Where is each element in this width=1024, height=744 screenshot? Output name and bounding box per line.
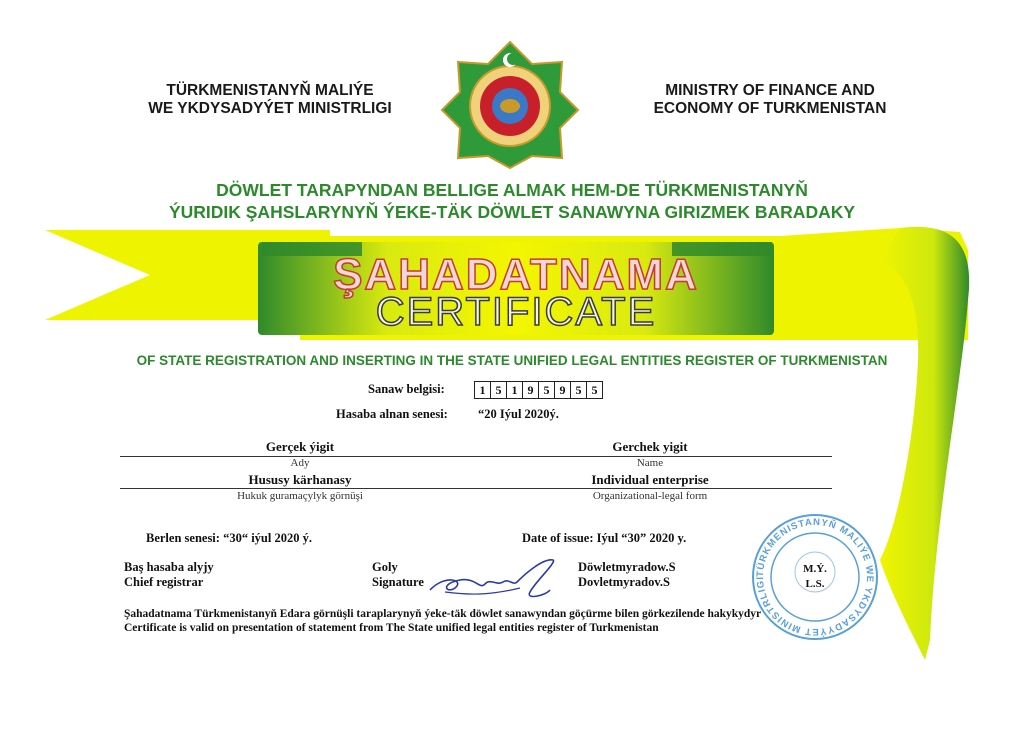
- digit: 1: [507, 382, 523, 398]
- validity-note-tk: Şahadatnama Türkmenistanyň Edara görnüşli taraplarynyň ýeke-täk döwlet sanawyndan göçürme bilen görkezilende hakykydyr: [124, 608, 762, 620]
- validity-note-en: Certificate is valid on presentation of statement from The State unified legal entities register of Turkmenistan: [124, 622, 659, 634]
- ministry-name-tk-line1: TÜRKMENISTANYŇ MALIÝE: [166, 82, 374, 99]
- ministry-name-tk-line2: WE YKDYSADYÝET MINISTRLIGI: [148, 100, 392, 117]
- signature-label-tk: Goly: [372, 560, 398, 574]
- registration-number: [474, 381, 603, 399]
- registrar-name-en: Dovletmyradov.S: [578, 575, 671, 589]
- ministry-name-en-line1: MINISTRY OF FINANCE AND: [665, 82, 875, 99]
- legal-form-tk: Hususy kärhanasy: [248, 472, 352, 487]
- stamp-center-tk: M.Ý.: [803, 563, 827, 575]
- name-label-en: Name: [636, 457, 664, 469]
- ministry-name-en: [620, 82, 920, 118]
- digit: 5: [539, 382, 555, 398]
- ministry-name-en-line2: ECONOMY OF TURKMENISTAN: [653, 100, 887, 117]
- entity-name-tk: Gerçek ýigit: [265, 439, 335, 454]
- digit: 9: [555, 382, 571, 398]
- stamp-center-en: L.S.: [805, 578, 825, 590]
- chief-registrar-tk: Baş hasaba alyjy: [124, 560, 214, 574]
- digit: 5: [571, 382, 587, 398]
- handwritten-signature: [425, 552, 575, 602]
- signature-label-en: Signature: [372, 575, 424, 589]
- digit: 5: [491, 382, 507, 398]
- title-line-2: ÝURIDIK ŞAHSLARYNYŇ ÝEKE-TÄK DÖWLET SANAWYNA GIRIZMEK BARADAKY: [168, 202, 856, 222]
- digit: 9: [523, 382, 539, 398]
- name-label-tk: Ady: [290, 457, 310, 469]
- chief-registrar-en: Chief registrar: [124, 575, 204, 589]
- digit: 5: [591, 383, 598, 397]
- legal-form-label-tk: Hukuk guramaçylyk görnüşi: [237, 490, 363, 502]
- banner-title-tk: ŞAHADATNAMA: [333, 250, 699, 299]
- state-emblem-icon: [440, 40, 580, 170]
- registrar-name-tk: Döwletmyradow.S: [578, 560, 676, 574]
- form-underline: [120, 488, 832, 489]
- registration-date-value: “20 Iýul 2020ý.: [478, 407, 559, 421]
- registration-date-label: Hasaba alnan senesi:: [336, 407, 448, 421]
- stamp-ring-text: TÜRKMENISTANYŇ MALIÝE WE YKDYSADYÝET MINISTRLIGI: [754, 516, 876, 638]
- legal-form-en: Individual enterprise: [591, 472, 709, 487]
- issue-date-en: Date of issue: Iýul “30” 2020 y.: [522, 531, 687, 545]
- entity-name-en: Gerchek yigit: [612, 439, 688, 454]
- certificate-subtitle: OF STATE REGISTRATION AND INSERTING IN THE STATE UNIFIED LEGAL ENTITIES REGISTER OF TURKMENISTAN: [136, 353, 888, 368]
- registration-number-label: Sanaw belgisi:: [368, 382, 445, 396]
- issue-date-tk: Berlen senesi: “30“ iýul 2020 ý.: [146, 531, 312, 545]
- ministry-name-tk: [120, 82, 420, 118]
- title-line-1: DÖWLET TARAPYNDAN BELLIGE ALMAK HEM-DE TÜRKMENISTANYŇ: [216, 180, 808, 200]
- digit: 1: [475, 382, 491, 398]
- legal-form-label-en: Organizational-legal form: [592, 490, 708, 502]
- official-stamp: [750, 512, 880, 642]
- banner-title-en: CERTIFICATE: [375, 290, 657, 334]
